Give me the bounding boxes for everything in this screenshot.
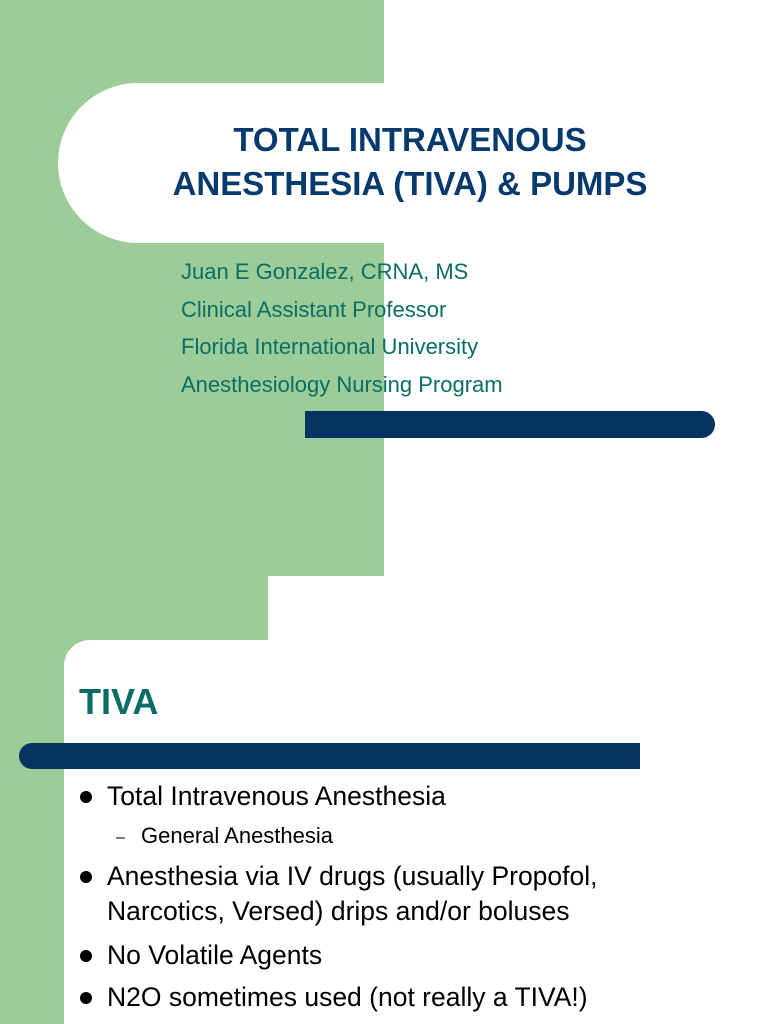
dash-icon: – [116,829,125,846]
bullet-dot-icon [80,992,92,1004]
bullet-dot-icon [80,791,92,803]
presenter-name: Juan E Gonzalez, CRNA, MS [181,259,469,284]
presenter-position: Clinical Assistant Professor [181,296,447,322]
bullet-text: No Volatile Agents [107,940,323,970]
bullet-text: Total Intravenous Anesthesia [107,781,446,811]
navy-accent-bar [305,411,715,438]
green-left-strip [0,576,64,1024]
bullet-text-continuation: Narcotics, Versed) drips and/or boluses [107,896,570,926]
slide-title-line-1: TOTAL INTRAVENOUS [233,121,587,158]
slide-title: TIVA [79,681,159,722]
bullet-text: Anesthesia via IV drugs (usually Propofol, [107,861,598,891]
content-slide [0,576,768,1024]
presenter-info [181,253,503,403]
navy-accent-bar [19,743,640,769]
presenter-program: Anesthesiology Nursing Program [181,371,503,397]
bullet-text: N2O sometimes used (not really a TIVA!) [107,982,588,1012]
slide-title-line-2: ANESTHESIA (TIVA) & PUMPS [172,165,648,202]
slide-title [90,118,730,206]
bullet-dot-icon [80,950,92,962]
bullet-dot-icon [80,871,92,883]
presenter-university: Florida International University [181,334,479,359]
white-top-panel [268,576,768,640]
sub-bullet-text: General Anesthesia [141,823,334,848]
